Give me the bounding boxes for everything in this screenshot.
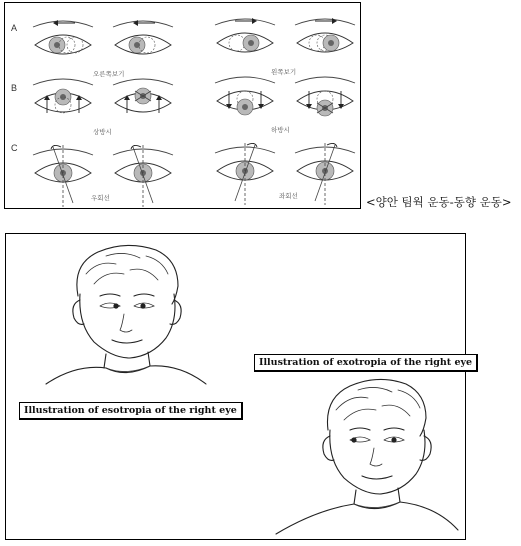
- eye-diagrams: [5, 3, 362, 210]
- row-label-b: B: [11, 83, 18, 93]
- row-c-eye-1: [33, 145, 93, 207]
- row-label-c: C: [11, 143, 18, 153]
- row-a-eye-2: [113, 20, 173, 54]
- row-b-left-label: 상방시: [93, 128, 112, 136]
- row-a-eye-4: [295, 18, 355, 52]
- row-c-eye-2: [113, 145, 173, 207]
- boy-exotropia-sketch: [276, 379, 458, 534]
- row-b-right-label: 하방시: [271, 126, 290, 134]
- row-c-right-label: 좌회선: [279, 192, 298, 200]
- esotropia-label: Illustration of esotropia of the right eye: [19, 402, 243, 420]
- row-label-a: A: [11, 23, 18, 33]
- figure-caption: <양안 팀웍 운동-동향 운동>: [366, 195, 512, 209]
- strabismus-illustration-panel: [5, 233, 473, 540]
- row-c-left-label: 우회선: [91, 194, 110, 202]
- row-a-eye-1: [33, 20, 93, 54]
- exotropia-label: Illustration of exotropia of the right eye: [254, 354, 478, 372]
- row-c-eye-4: [295, 143, 355, 205]
- row-a-eye-3: [215, 18, 275, 52]
- boy-esotropia-sketch: [46, 245, 206, 384]
- eye-movement-diagram-panel: [4, 2, 361, 209]
- row-a-right-label: 왼쪽보기: [271, 68, 297, 76]
- row-c-eye-3: [215, 143, 275, 205]
- row-a-left-label: 오른쪽보기: [93, 70, 125, 78]
- row-b-eye-3: [215, 77, 275, 115]
- row-b-eye-1: [33, 79, 93, 113]
- row-b-eye-2: [113, 79, 173, 113]
- boy-sketches: [6, 234, 467, 541]
- row-b-eye-4: [295, 77, 355, 116]
